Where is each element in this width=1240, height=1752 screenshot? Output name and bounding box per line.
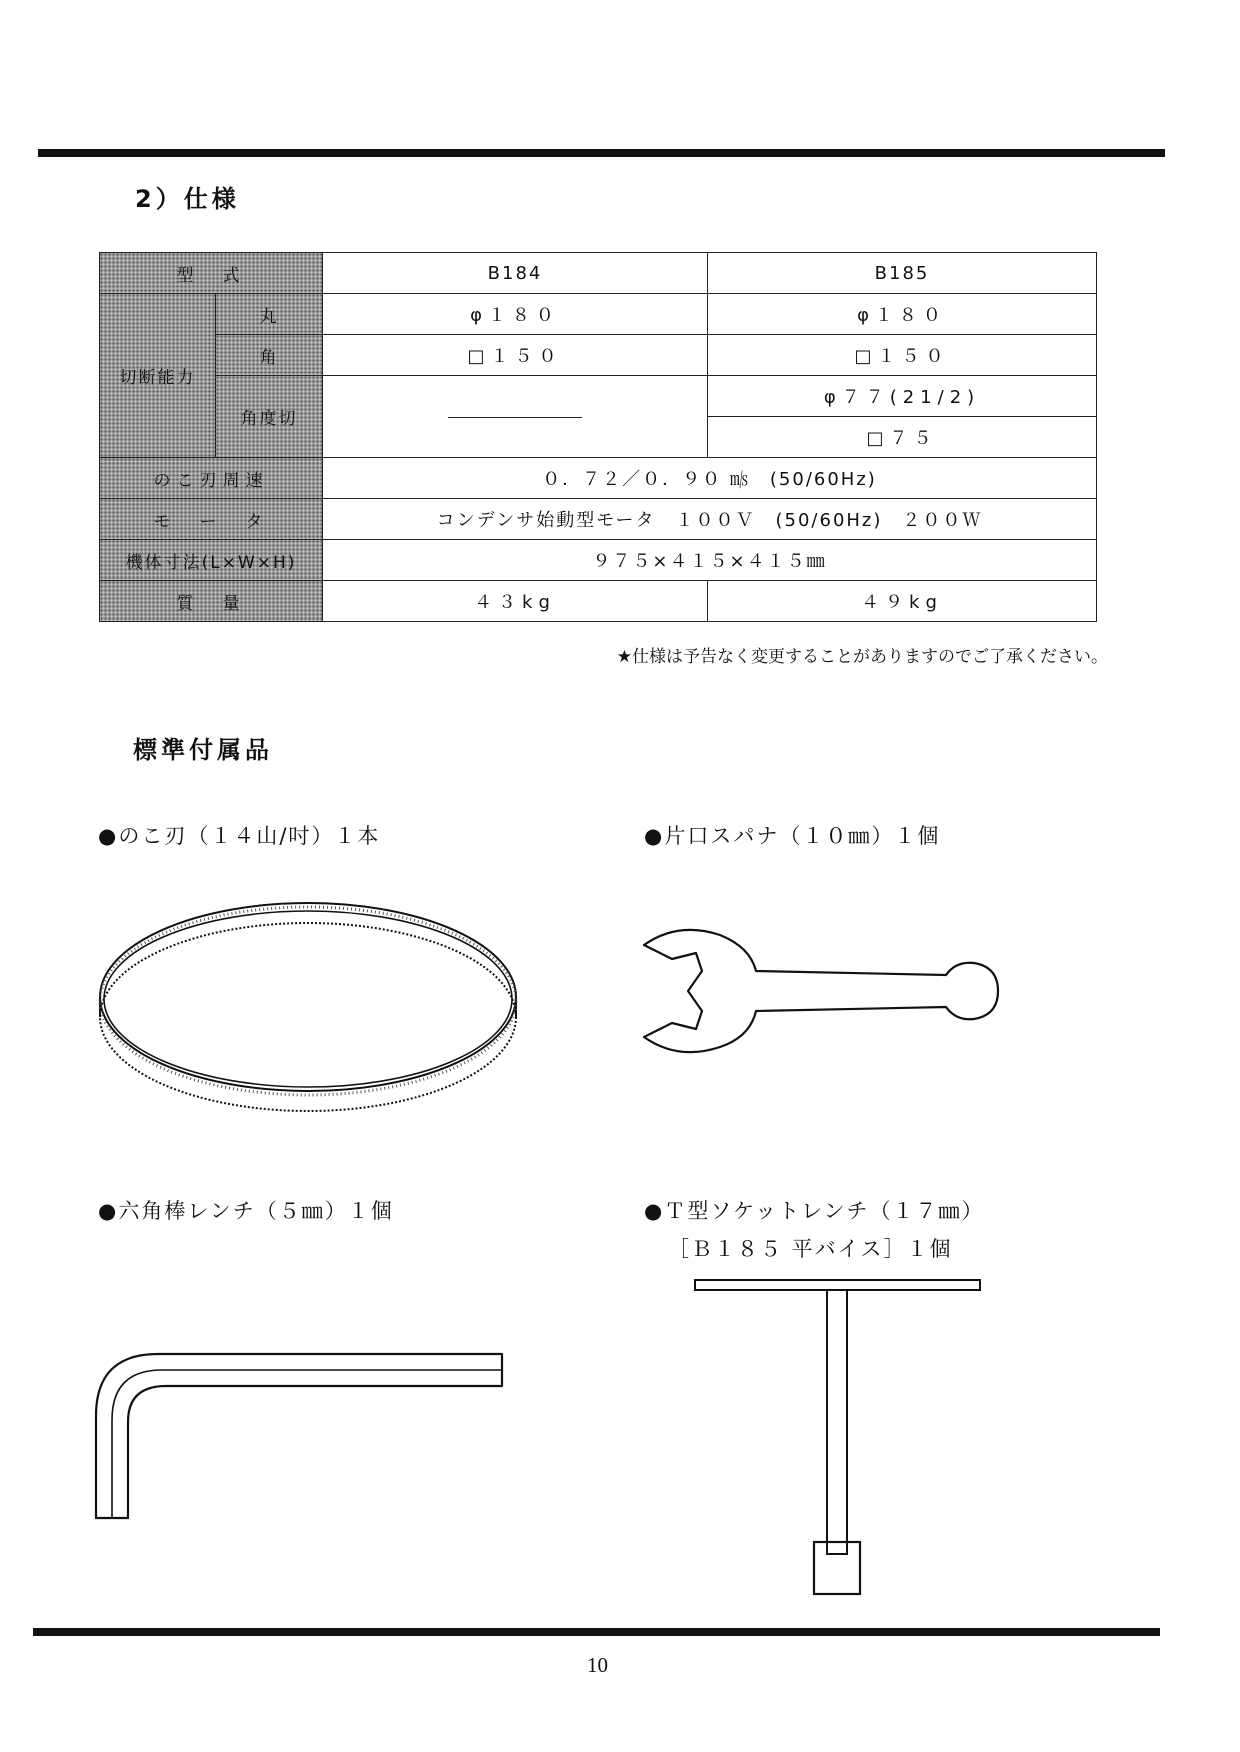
cutting-capacity-header: 切断能力 (100, 294, 216, 458)
section-title: 2）仕様 (135, 185, 240, 213)
weight-b184: ４３kg (323, 581, 708, 622)
round-header: 丸 (216, 294, 323, 335)
bottom-rule (33, 1628, 1160, 1636)
angle-b184 (323, 376, 708, 458)
spec-note: ★仕様は予告なく変更することがありますのでご了承ください。 (616, 647, 1108, 667)
dimensions-value: ９７５×４１５×４１５㎜ (323, 540, 1097, 581)
open-wrench-illustration (638, 925, 1038, 1055)
blade-speed-header: のこ刃周速 (100, 458, 323, 499)
round-b184: φ１８０ (323, 294, 708, 335)
accessory-t-socket-wrench: ●Ｔ型ソケットレンチ（１７㎜） (644, 1199, 985, 1223)
model-b184: B184 (323, 253, 708, 294)
model-b185: B185 (708, 253, 1097, 294)
accessories-title: 標準付属品 (133, 736, 273, 764)
accessory-saw-blade: ●のこ刃（１４山/吋）１本 (98, 824, 381, 848)
weight-header: 質 量 (100, 581, 323, 622)
accessory-open-wrench: ●片口スパナ（１０㎜）１個 (644, 824, 941, 848)
angle-b185-round: φ７７(21/2) (708, 376, 1097, 417)
accessory-hex-key: ●六角棒レンチ（５㎜）１個 (98, 1199, 394, 1223)
top-rule (38, 149, 1165, 157)
model-header: 型 式 (100, 253, 323, 294)
hex-key-illustration (88, 1340, 528, 1530)
angle-cut-header: 角度切 (216, 376, 323, 458)
angle-b185-square: □７５ (708, 417, 1097, 458)
dimensions-header: 機体寸法(L×W×H) (100, 540, 323, 581)
weight-b185: ４９kg (708, 581, 1097, 622)
square-b185: □１５０ (708, 335, 1097, 376)
square-header: 角 (216, 335, 323, 376)
motor-value: コンデンサ始動型モータ １００Ｖ (50/60Hz) ２００Ｗ (323, 499, 1097, 540)
accessory-t-socket-wrench-note: ［Ｂ１８５ 平バイス］１個 (668, 1237, 953, 1261)
spec-table (99, 252, 1097, 622)
saw-blade-illustration (90, 885, 530, 1115)
not-applicable-dash (448, 417, 582, 418)
motor-header: モ ー タ (100, 499, 323, 540)
page-number: 10 (587, 1653, 608, 1677)
blade-speed-value: ０．７２／０．９０ ㎧ (50/60Hz) (323, 458, 1097, 499)
round-b185: φ１８０ (708, 294, 1097, 335)
square-b184: □１５０ (323, 335, 708, 376)
t-socket-wrench-illustration (690, 1272, 990, 1602)
